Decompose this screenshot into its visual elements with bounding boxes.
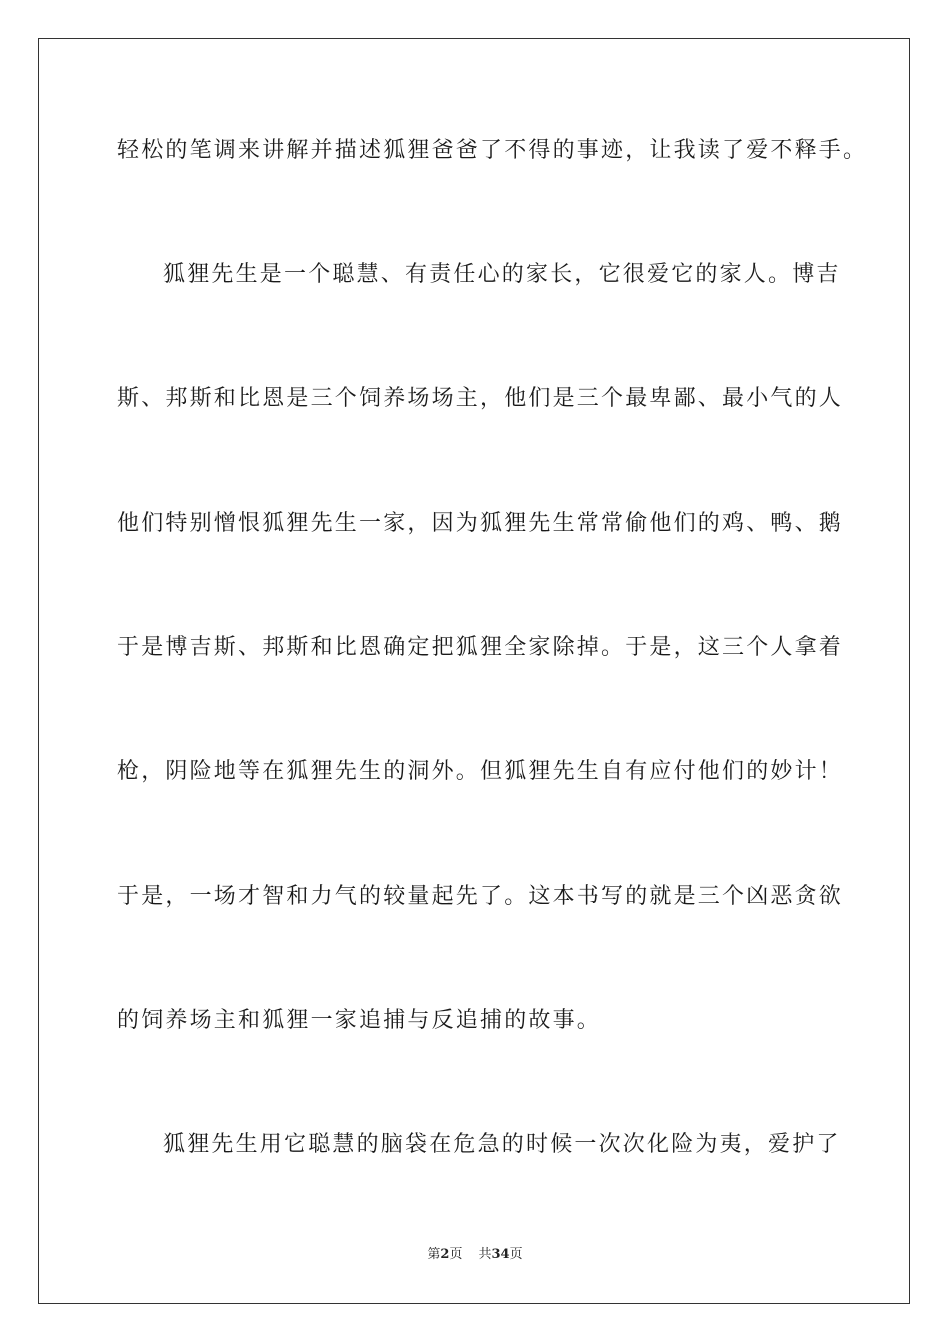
text-line: 于是博吉斯、邦斯和比恩确定把狐狸全家除掉。于是，这三个人拿着 <box>117 635 844 660</box>
text-line: 斯、邦斯和比恩是三个饲养场场主，他们是三个最卑鄙、最小气的人 <box>117 386 844 411</box>
text-line: 狐狸先生是一个聪慧、有责任心的家长，它很爱它的家人。博吉 <box>163 262 841 287</box>
text-line: 狐狸先生用它聪慧的脑袋在危急的时候一次次化险为夷，爱护了 <box>163 1132 841 1157</box>
page-border <box>38 38 910 1304</box>
total-pages: 34 <box>491 1247 510 1262</box>
page-suffix: 页 <box>449 1247 463 1262</box>
text-line: 的饲养场主和狐狸一家追捕与反追捕的故事。 <box>117 1008 602 1033</box>
total-prefix: 共 <box>478 1247 492 1262</box>
text-line: 于是，一场才智和力气的较量起先了。这本书写的就是三个凶恶贪欲 <box>117 884 844 909</box>
page-footer <box>0 1246 950 1264</box>
page-prefix: 第 <box>427 1247 441 1262</box>
text-line: 轻松的笔调来讲解并描述狐狸爸爸了不得的事迹，让我读了爱不释手。 <box>117 138 868 163</box>
page-number: 2 <box>440 1247 450 1262</box>
text-line: 枪，阴险地等在狐狸先生的洞外。但狐狸先生自有应付他们的妙计！ <box>117 759 844 784</box>
total-suffix: 页 <box>509 1247 523 1262</box>
text-line: 他们特别憎恨狐狸先生一家，因为狐狸先生常常偷他们的鸡、鸭、鹅 <box>117 511 844 536</box>
